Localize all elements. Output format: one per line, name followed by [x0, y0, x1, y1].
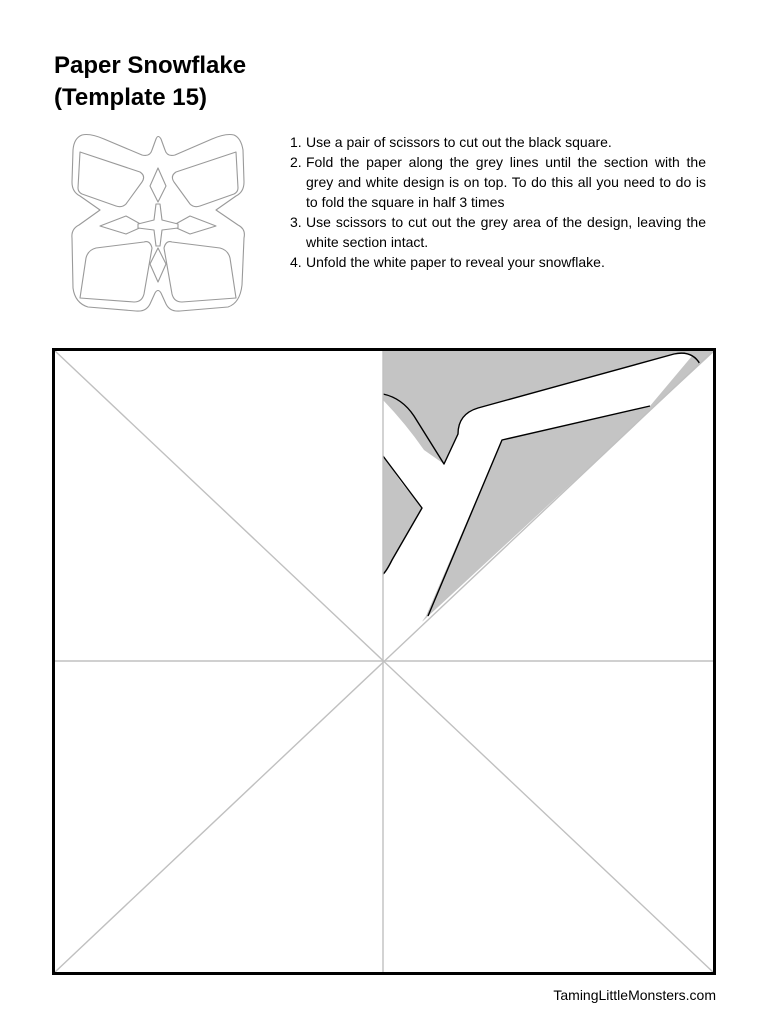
title-line-2: (Template 15): [54, 84, 207, 111]
snowflake-cut-template: [52, 348, 716, 975]
footer-site-credit: TamingLittleMonsters.com: [553, 987, 716, 1003]
instruction-item: [290, 132, 706, 152]
instructions-list: [290, 132, 706, 272]
instruction-item: [290, 252, 706, 272]
instruction-number: 3.: [290, 214, 302, 230]
grey-cut-area: [383, 350, 716, 621]
instruction-text: Use a pair of scissors to cut out the black square.: [306, 134, 612, 150]
instruction-number: 1.: [290, 134, 302, 150]
instruction-number: 2.: [290, 154, 302, 170]
title-line-1: Paper Snowflake: [54, 52, 247, 79]
instruction-text: Unfold the white paper to reveal your snowflake.: [306, 254, 605, 270]
instruction-number: 4.: [290, 254, 302, 270]
instruction-item: [290, 212, 706, 252]
instruction-text: Fold the paper along the grey lines until the section with the grey and white design is on top. To do this all you need to do is to fold the square in half 3 times: [306, 154, 706, 210]
preview-cut-bottom-left: [80, 242, 152, 302]
snowflake-preview-image: [60, 130, 256, 316]
fold-lines: [54, 350, 714, 973]
preview-cut-bottom-right: [164, 242, 236, 302]
page-title: [54, 50, 354, 114]
instruction-text: Use scissors to cut out the grey area of the design, leaving the white section intact.: [306, 214, 706, 250]
instruction-item: [290, 152, 706, 212]
